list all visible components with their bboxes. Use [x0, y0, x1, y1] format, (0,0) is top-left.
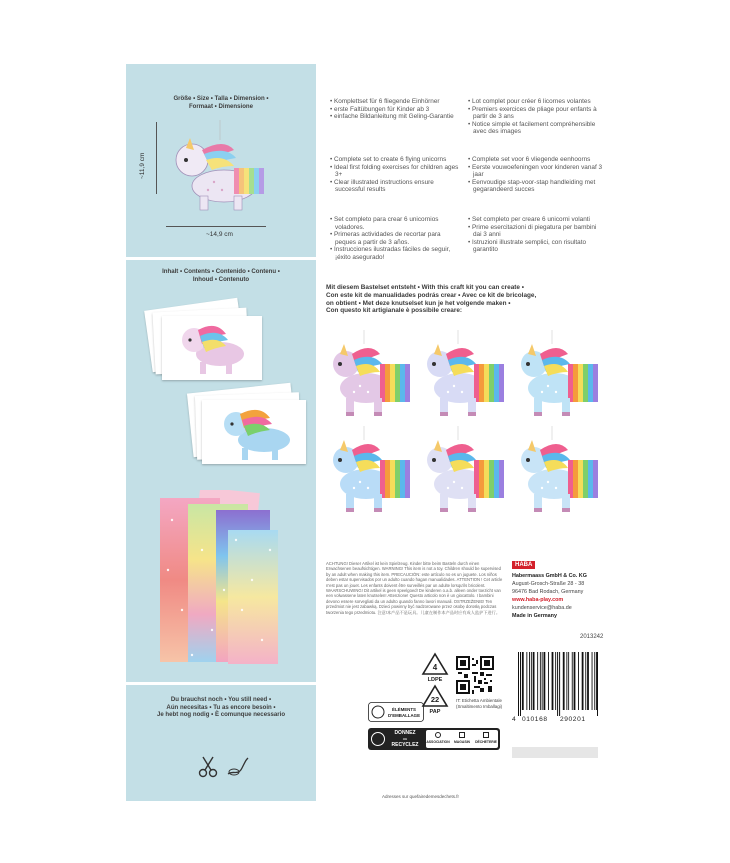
string-icon [226, 756, 250, 778]
haba-logo: HABA [512, 561, 535, 569]
pap-number: 22 [430, 695, 440, 704]
shop-icon [459, 732, 465, 738]
height-label: ~11,9 cm [139, 152, 146, 179]
size-heading: Größe • Size • Talla • Dimension • Formaat • Dimensione [173, 95, 269, 110]
contents-heading: Inhalt • Contents • Contenido • Contenu • Inhoud • Contenuto [162, 268, 280, 283]
triman-packaging-icon [368, 702, 424, 722]
barcode-group2: 290201 [560, 716, 586, 723]
unicorn-ornament [418, 426, 508, 522]
height-dimension-line [156, 122, 157, 194]
waste-center-icon [483, 732, 489, 738]
craft-heading: Mit diesem Bastelset entsteht • With this craft kit you can create • Con este kit de manualidades podrás crear • Avec ce kit de bricolage, on obtient • Met deze knutselset kun je het volgende maken • Con questo kit artigianale è possibile creare: [326, 284, 537, 315]
unicorn-ornament [418, 330, 508, 426]
width-label: ~14,9 cm [206, 231, 233, 238]
scissors-icon [198, 756, 218, 778]
recycle-circle-icon [371, 732, 385, 746]
left-column [126, 64, 316, 801]
company-address: Habermaass GmbH & Co. KG August-Grosch-Straße 28 - 38 96476 Bad Rodach, Germany www.haba-play.com kundenservice@haba.de Made in Germany [512, 573, 587, 619]
unicorn-ornament [324, 330, 414, 426]
unicorn-ornament [324, 426, 414, 522]
recycling-footer: Adresses sur quefairedemesdechets.fr [382, 794, 460, 799]
ldpe-number: 4 [432, 663, 438, 672]
warning-text: ACHTUNG! Dieser Artikel ist kein Spielzeug. Kinder bitte beim Basteln durch einen Erwachsenen beaufsichtigen. WARNING! This item is not a toy. Children should be supervised by an adult when making this item. PRECAUCIÓN: este artículo no es un juguete. Los niños deben estar supervisados por un adulto cuando hagan manualidades. ATTENTION ! Cet article n'est pas un jouet. Les enfants doivent être surveillés par un adulte lorsqu'ils bricolent. WAARSCHUWING! Dit artikel is geen speelgoed! De kinderen o.a.b. alleen onder toezicht van een volwassene laten knutselen! Attenzione! Questo articolo non è un giocattolo. I bambini devono essere sorvegliati da un adulto quando fanno lavori manuali. OSTRZEŻENIE! Ten przedmiot nie jest zabawką. Dzieci powinny być nadzorowane przez osobę dorosłą podczas tworzenia tego przedmiotu. 注意!本产品不是玩具。儿童在制作本产品时应有成人监护下进行。 [326, 561, 503, 615]
ldpe-label: LDPE [427, 677, 443, 682]
panel-divider [126, 682, 316, 685]
email-link[interactable]: kundenservice@haba.de [512, 605, 572, 611]
right-column [316, 64, 614, 801]
pink-unicorn-card [162, 316, 262, 380]
gray-label-band [512, 747, 598, 758]
ldpe-recycling-icon [421, 652, 449, 682]
width-dimension-line [166, 226, 266, 227]
unicorn-ornament [512, 426, 602, 522]
features-fr: • Lot complet pour créer 6 licornes volantes • Premiers exercices de pliage pour enfants à partir de 3 ans • Notice simple et facilement compréhensible avec des images [468, 98, 604, 136]
barcode-first-digit: 4 [512, 716, 516, 723]
features-en: • Complete set to create 6 flying unicorns • Ideal first folding exercises for children ages 3+ • Clear illustrated instructions ensure successful results [330, 156, 460, 194]
features-es: • Set completo para crear 6 unicornios voladores. • Primeras actividades de recortar para peques a partir de 3 años. • Instrucciones ilustradas fáciles de seguir, ¡éxito asegurado! [330, 216, 460, 262]
barcode-bars [512, 652, 598, 716]
qr-code[interactable] [456, 656, 494, 694]
association-icon [435, 732, 441, 738]
pap-label: PAP [429, 709, 441, 714]
features-nl: • Complete set voor 6 vliegende eenhoorns • Eerste vouwoefeningen voor kinderen vanaf 3 jaar • Eenvoudige stap-voor-stap handleiding met gegarandeerd succes [468, 156, 604, 194]
features-it: • Set completo per creare 6 unicorni volanti • Prime esercitazioni di piegatura per bambini dai 3 anni • Istruzioni illustrate semplici, con risultato garantito [468, 216, 604, 254]
pap-recycling-icon [421, 684, 449, 714]
blue-unicorn-card [202, 400, 306, 464]
package-back [126, 64, 614, 801]
product-code: 2013242 [580, 634, 604, 640]
triman-line1: ÉLÉMENTS [392, 707, 416, 712]
features-de: • Komplettset für 6 fliegende Einhörner • erste Faltübungen für Kinder ab 3 • einfache Bildanleitung mit Geling-Garantie [330, 98, 460, 121]
website-link[interactable]: www.haba-play.com [512, 597, 564, 603]
unicorn-ornament [512, 330, 602, 426]
size-unicorn-illustration [164, 120, 276, 220]
barcode [512, 652, 598, 726]
barcode-group1: 010168 [522, 716, 548, 723]
donnez-recyclez-panel: DONNEZ ou RECYCLEZ ASSOCIATION MAGASIN DÉCHETERIE [368, 728, 500, 750]
it-environment-label: IT: Etichetta Ambientale (Smaltimento Imballagi) [456, 698, 503, 709]
triman-line2: D'EMBALLAGE [387, 713, 421, 718]
needs-heading: Du brauchst noch • You still need • Aún necesitas • Tu as encore besoin • Je hebt nog nodig • È comunque necessario [156, 696, 286, 718]
rainbow-papers [152, 490, 282, 666]
panel-divider [126, 257, 316, 260]
